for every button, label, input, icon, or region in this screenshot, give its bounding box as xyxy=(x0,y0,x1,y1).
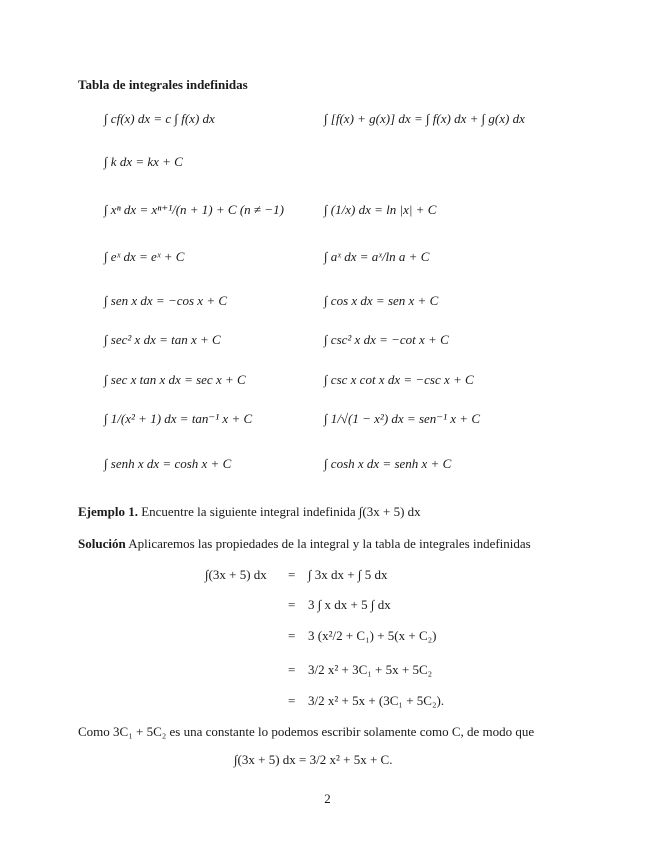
solution xyxy=(78,536,531,552)
derivation-step: 3 (x²/2 + C₁) + 5(x + C₂) xyxy=(308,628,437,643)
page-number: 2 xyxy=(324,791,331,806)
solution-label: Solución xyxy=(78,536,126,551)
derivation-step: 3/2 x² + 5x + (3C₁ + 5C₂). xyxy=(308,693,445,708)
equals-sign: = xyxy=(288,597,296,612)
integral-formula-left: ∫ eˣ dx = eˣ + C xyxy=(104,249,185,264)
conclusion-text: Como 3C₁ + 5C₂ es una constante lo podemos escribir solamente como C, de modo que xyxy=(78,724,535,739)
equals-sign: = xyxy=(288,628,296,643)
equals-sign: = xyxy=(288,567,296,582)
solution-text: Aplicaremos las propiedades de la integral y la tabla de integrales indefinidas xyxy=(128,536,531,551)
integral-formula-left: ∫ 1/(x² + 1) dx = tan⁻¹ x + C xyxy=(104,411,253,426)
integral-formula-left: ∫ xⁿ dx = xⁿ⁺¹/(n + 1) + C (n ≠ −1) xyxy=(104,202,284,217)
integral-formula-right: ∫ aˣ dx = aˣ/ln a + C xyxy=(324,249,430,264)
integral-formula-right: ∫ csc x cot x dx = −csc x + C xyxy=(324,372,474,387)
integral-formula-right: ∫ (1/x) dx = ln |x| + C xyxy=(324,202,437,217)
example-text: Encuentre la siguiente integral indefinida ∫(3x + 5) dx xyxy=(141,504,421,519)
integral-formula-right: ∫ csc² x dx = −cot x + C xyxy=(324,332,449,347)
derivation-lhs: ∫(3x + 5) dx xyxy=(205,567,267,582)
integral-formula-left: ∫ cf(x) dx = c ∫ f(x) dx xyxy=(104,111,215,126)
derivation-step: 3/2 x² + 3C₁ + 5x + 5C₂ xyxy=(308,662,433,677)
integral-formula-right: ∫ 1/√(1 − x²) dx = sen⁻¹ x + C xyxy=(324,411,480,426)
integral-formula-right: ∫ [f(x) + g(x)] dx = ∫ f(x) dx + ∫ g(x) dx xyxy=(324,111,525,126)
integral-formula-left: ∫ senh x dx = cosh x + C xyxy=(104,456,232,471)
integral-formula-left: ∫ sen x dx = −cos x + C xyxy=(104,293,228,308)
example-1 xyxy=(78,504,421,520)
derivation-step: 3 ∫ x dx + 5 ∫ dx xyxy=(308,597,391,612)
integral-formula-left: ∫ sec² x dx = tan x + C xyxy=(104,332,221,347)
equals-sign: = xyxy=(288,662,296,677)
integral-formula-right: ∫ cosh x dx = senh x + C xyxy=(324,456,452,471)
example-label: Ejemplo 1. xyxy=(78,504,138,519)
integral-formula-right: ∫ cos x dx = sen x + C xyxy=(324,293,439,308)
integral-formula-left: ∫ sec x tan x dx = sec x + C xyxy=(104,372,246,387)
equals-sign: = xyxy=(288,693,296,708)
final-equation: ∫(3x + 5) dx = 3/2 x² + 5x + C. xyxy=(234,752,393,767)
integral-formula-left: ∫ k dx = kx + C xyxy=(104,154,183,169)
page-title: Tabla de integrales indefinidas xyxy=(78,77,248,92)
derivation-step: ∫ 3x dx + ∫ 5 dx xyxy=(308,567,388,582)
